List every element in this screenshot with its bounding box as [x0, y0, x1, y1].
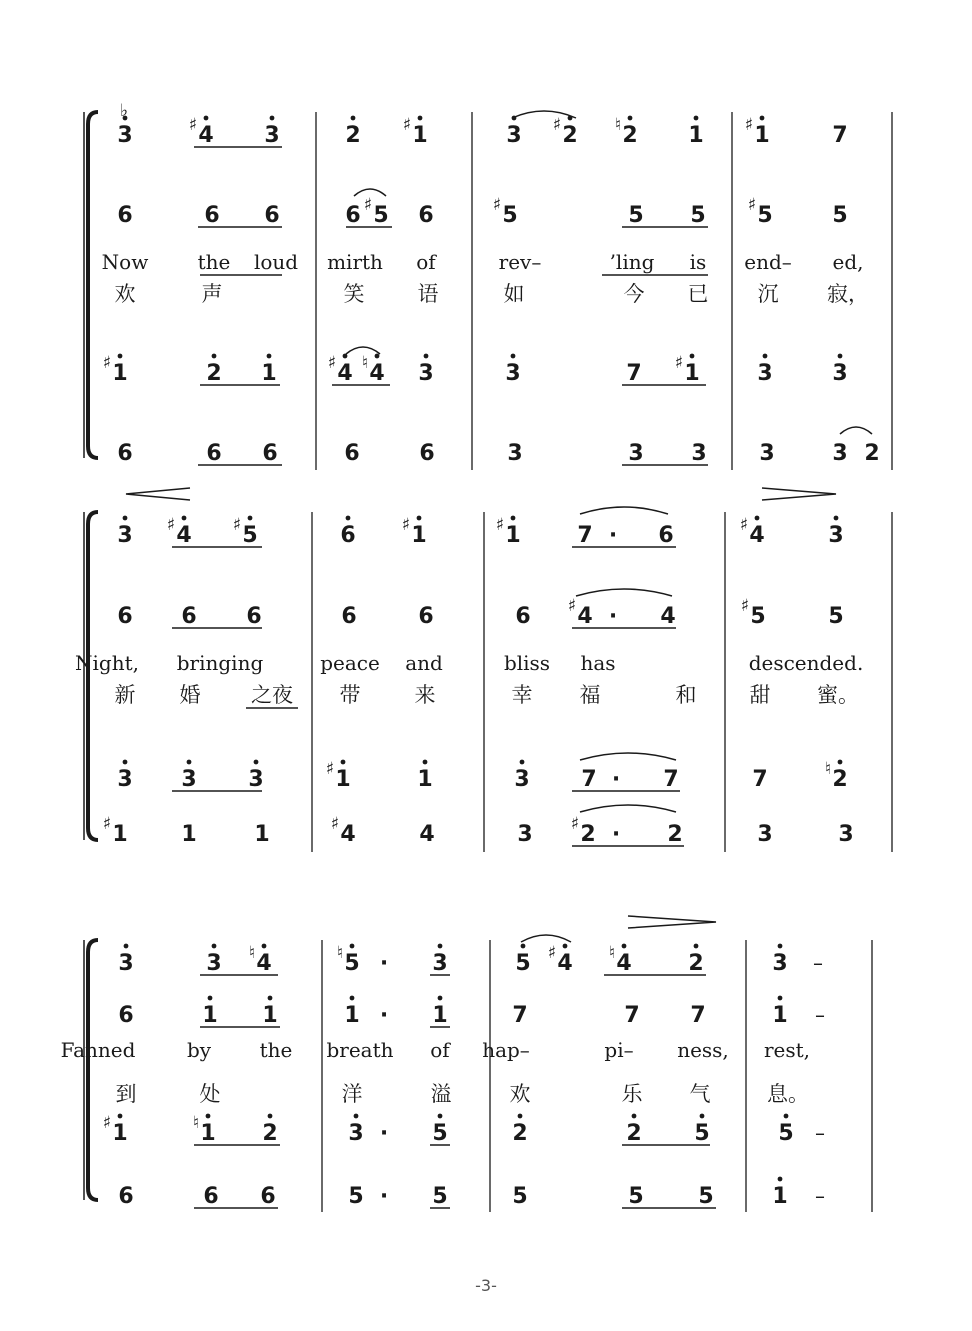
sys3-part5-note3-octave-dot: [268, 1114, 273, 1119]
sys3-part6-note5: ·: [379, 1184, 389, 1209]
sys2-part2-note2: 6: [181, 604, 197, 629]
sys3-part1-note6-octave-dot: [438, 944, 443, 949]
sys2-slur-2: [576, 589, 672, 596]
sys2-part1-note3-accidental: ♯: [232, 515, 241, 535]
sys2-slur-1: [580, 507, 668, 514]
sys1-part1-note2-accidental: ♯: [188, 115, 197, 135]
sys2-part5-note7: 7: [581, 767, 597, 792]
sys2-lyric-en-1: Night,: [75, 651, 139, 675]
sys2-part2-note7-accidental: ♯: [567, 596, 576, 616]
sys3-part5-note2: 1: [200, 1121, 216, 1146]
sys3-part5-note9-octave-dot: [700, 1114, 705, 1119]
sys2-part1-note6-accidental: ♯: [495, 515, 504, 535]
sys2-part2-note6: 6: [515, 604, 531, 629]
sys2-part1-note4-octave-dot: [346, 516, 351, 521]
sys3-part1-note8: 4: [557, 951, 573, 976]
sys1-lyric-en-9: end–: [744, 250, 792, 274]
sys2-part6-note4: 4: [340, 822, 356, 847]
sys2-part5-note5: 1: [417, 767, 433, 792]
sys3-part2-note8: 7: [624, 1003, 640, 1028]
sys1-part1-note3-octave-dot: [270, 116, 275, 121]
sys2-lyric-en-3: peace: [320, 651, 380, 675]
sys2-part2-note9: 4: [660, 604, 676, 629]
sys3-part5-note5: ·: [379, 1121, 389, 1146]
sys2-lyric-zh-7: 福: [579, 683, 601, 707]
sys1-part5-note2-octave-dot: [212, 354, 217, 359]
sys3-part2-note9: 7: [690, 1003, 706, 1028]
sys3-part2-note10-octave-dot: [778, 996, 783, 1001]
sys1-part6-note9: 3: [759, 441, 775, 466]
sys2-part5-note11: 2: [832, 767, 848, 792]
sys1-lyric-en-4: mirth: [327, 250, 383, 274]
sys2-part1-note6-octave-dot: [511, 516, 516, 521]
sys3-part6-note1: 6: [118, 1184, 134, 1209]
sys3-part2-note6-octave-dot: [438, 996, 443, 1001]
sys2-part2-note3: 6: [246, 604, 262, 629]
sys2-part6-note7: 2: [580, 822, 596, 847]
sys1-lyric-en-1: Now: [101, 250, 149, 274]
sys3-part2-note4: 1: [344, 1003, 360, 1028]
sys2-part2-note7: 4: [577, 604, 593, 629]
sys3-part1-note2-octave-dot: [212, 944, 217, 949]
sys3-lyric-zh-4: 溢: [430, 1082, 452, 1106]
sys2-part6-note5: 4: [419, 822, 435, 847]
sys2-part1-note5-accidental: ♯: [401, 515, 410, 535]
sys1-lyric-en-7: ’ling: [609, 250, 655, 274]
sys2-part1-note10-octave-dot: [755, 516, 760, 521]
sys1-part2-note1: 6: [117, 203, 133, 228]
key-signature-flat: ♭: [119, 101, 129, 121]
sys3-part5-note3: 2: [262, 1121, 278, 1146]
sys3-diminuendo-hairpin-1: [628, 916, 716, 928]
sys1-part2-note5: 5: [373, 203, 389, 228]
sys3-lyric-en-8: ness,: [677, 1038, 729, 1062]
sys3-slur-1: [521, 935, 571, 942]
sys2-brace: [88, 512, 98, 840]
sys3-part1-note1-octave-dot: [124, 944, 129, 949]
sys2-part6-note4-accidental: ♯: [330, 814, 339, 834]
sys3-part1-note3: 4: [256, 951, 272, 976]
sys1-part1-note3: 3: [264, 123, 280, 148]
sys1-part5-note1-octave-dot: [118, 354, 123, 359]
sys1-part6-note10: 3: [832, 441, 848, 466]
sys3-part2-note5: ·: [379, 1003, 389, 1028]
sys1-part1-note2-octave-dot: [204, 116, 209, 121]
sys3-part5-note8: 2: [626, 1121, 642, 1146]
sys2-part1-note7: 7: [577, 523, 593, 548]
sys2-slur-4: [580, 805, 676, 812]
sys1-part5-note9: 1: [684, 361, 700, 386]
sys2-part6-note2: 1: [181, 822, 197, 847]
sys2-part2-note10: 5: [750, 604, 766, 629]
sys2-part1-note9: 6: [658, 523, 674, 548]
sys2-lyric-zh-9: 甜: [749, 683, 771, 707]
sys3-lyric-zh-5: 欢: [509, 1082, 531, 1106]
sys1-part1-note1: 3: [117, 123, 133, 148]
sys3-part1-note9-octave-dot: [622, 944, 627, 949]
sys3-lyric-en-3: the: [259, 1038, 293, 1062]
sys3-part2-note4-octave-dot: [350, 996, 355, 1001]
sys2-part1-note1: 3: [117, 523, 133, 548]
sys3-part6-note2: 6: [203, 1184, 219, 1209]
sys1-part2-note6: 6: [418, 203, 434, 228]
sys3-part6-note8: 5: [628, 1184, 644, 1209]
sys3-lyric-zh-8: 息。: [767, 1082, 809, 1106]
sys1-lyric-en-10: ed,: [832, 250, 864, 274]
sys1-part2-note9: 5: [690, 203, 706, 228]
sys2-part2-note8: ·: [608, 604, 618, 629]
sys1-part1-note10: 1: [754, 123, 770, 148]
sys1-part6-note11: 2: [864, 441, 880, 466]
sys3-part5-note7-octave-dot: [518, 1114, 523, 1119]
sys3-part6-note11: –: [815, 1184, 825, 1208]
sys1-part1-note5: 1: [412, 123, 428, 148]
sys1-part5-note1-accidental: ♯: [102, 353, 111, 373]
sys1-part5-note8: 7: [626, 361, 642, 386]
sys1-lyric-zh-6: 今: [623, 282, 645, 306]
sys3-lyric-en-5: of: [430, 1038, 450, 1062]
sys1-part2-note3: 6: [264, 203, 280, 228]
sys3-part1-note6: 3: [432, 951, 448, 976]
sys2-part2-note11: 5: [828, 604, 844, 629]
sys3-lyric-zh-2: 处: [199, 1082, 221, 1106]
sys1-part5-note4: 4: [337, 361, 353, 386]
sys1-lyric-zh-5: 如: [503, 282, 525, 306]
sys3-part2-note6: 1: [432, 1003, 448, 1028]
sys3-lyric-zh-3: 洋: [341, 1082, 363, 1106]
sys3-part2-note2: 1: [202, 1003, 218, 1028]
sys1-part2-note5-accidental: ♯: [363, 195, 372, 215]
sys2-part5-note3-octave-dot: [254, 760, 259, 765]
sys3-part1-note11-octave-dot: [778, 944, 783, 949]
sys1-brace: [88, 112, 98, 458]
sys1-lyric-zh-9: 寂，: [827, 282, 869, 306]
sys1-lyric-en-5: of: [416, 250, 436, 274]
sys3-part5-note10: 5: [778, 1121, 794, 1146]
sys2-lyric-zh-4: 带: [339, 683, 361, 707]
sys2-part5-note4-accidental: ♯: [325, 759, 334, 779]
sys1-part6-note4: 6: [344, 441, 360, 466]
sys2-part2-note5: 6: [418, 604, 434, 629]
sys2-lyric-zh-8: 和: [675, 683, 697, 707]
sys1-slur-4: [840, 427, 872, 434]
sys3-part1-note4-octave-dot: [350, 944, 355, 949]
sys1-part5-note9-accidental: ♯: [674, 353, 683, 373]
sys1-part2-note2: 6: [204, 203, 220, 228]
sys2-part6-note1: 1: [112, 822, 128, 847]
sys2-part5-note11-accidental: ♮: [824, 759, 831, 779]
sys2-part5-note1-octave-dot: [123, 760, 128, 765]
sys3-part1-note3-octave-dot: [262, 944, 267, 949]
sys2-part1-note2-accidental: ♯: [166, 515, 175, 535]
sys1-part6-note6: 3: [507, 441, 523, 466]
sys2-part5-note3: 3: [248, 767, 264, 792]
sys2-part6-note7-accidental: ♯: [570, 814, 579, 834]
sys1-part1-note10-octave-dot: [760, 116, 765, 121]
sys2-part1-note3: 5: [242, 523, 258, 548]
sys3-part1-note12: –: [813, 951, 823, 975]
sys2-part1-note11-octave-dot: [834, 516, 839, 521]
sys2-crescendo-hairpin: [126, 488, 190, 500]
sys2-part6-note11: 3: [838, 822, 854, 847]
sys2-part1-note3-octave-dot: [248, 516, 253, 521]
sys3-part1-note3-accidental: ♮: [248, 943, 255, 963]
sys2-lyric-zh-3: 之夜: [251, 683, 293, 707]
sys1-part5-note2: 2: [206, 361, 222, 386]
sys3-part1-note7-octave-dot: [521, 944, 526, 949]
sys1-part5-note3: 1: [261, 361, 277, 386]
sys1-part6-note1: 6: [117, 441, 133, 466]
sys3-part6-note10: 1: [772, 1184, 788, 1209]
sys3-part1-note7: 5: [515, 951, 531, 976]
sys2-part2-note4: 6: [341, 604, 357, 629]
sys2-part1-note8: ·: [608, 523, 618, 548]
sys1-part1-note7-accidental: ♯: [552, 115, 561, 135]
sys2-part5-note4-octave-dot: [341, 760, 346, 765]
sys3-part1-note10-octave-dot: [694, 944, 699, 949]
sys2-lyric-en-6: has: [580, 651, 616, 675]
sys1-part2-note8: 5: [628, 203, 644, 228]
sys1-part2-note10: 5: [757, 203, 773, 228]
sys2-part1-note2-octave-dot: [182, 516, 187, 521]
sys2-part6-note1-accidental: ♯: [102, 814, 111, 834]
sys1-slur-1: [512, 111, 576, 118]
sys3-part1-note8-octave-dot: [563, 944, 568, 949]
sys3-lyric-en-7: pi–: [604, 1038, 634, 1062]
sys3-lyric-zh-1: 到: [115, 1082, 137, 1106]
sys3-part5-note2-accidental: ♮: [192, 1113, 199, 1133]
sys3-part5-note6: 5: [432, 1121, 448, 1146]
sys2-part5-note1: 3: [117, 767, 133, 792]
sys3-part5-note10-octave-dot: [784, 1114, 789, 1119]
sys3-lyric-en-1: Fanned: [60, 1038, 136, 1062]
sys2-part2-note10-accidental: ♯: [740, 596, 749, 616]
sys2-part1-note4: 6: [340, 523, 356, 548]
sys1-lyric-zh-4: 语: [417, 282, 439, 306]
sys3-part2-note1: 6: [118, 1003, 134, 1028]
sys2-part6-note9: 2: [667, 822, 683, 847]
sys2-part5-note5-octave-dot: [423, 760, 428, 765]
sys2-part5-note8: ·: [611, 767, 621, 792]
sys3-part1-note2: 3: [206, 951, 222, 976]
sys1-part2-note10-accidental: ♯: [747, 195, 756, 215]
sys1-lyric-en-3: loud: [253, 250, 299, 274]
sys1-part1-note4-octave-dot: [351, 116, 356, 121]
sys3-part1-note4-accidental: ♮: [336, 943, 343, 963]
sys2-part5-note6: 3: [514, 767, 530, 792]
sys1-part1-note2: 4: [198, 123, 214, 148]
sys3-part6-note4: 5: [348, 1184, 364, 1209]
sys2-part6-note6: 3: [517, 822, 533, 847]
sys3-part6-note7: 5: [512, 1184, 528, 1209]
sys1-part1-note6: 3: [506, 123, 522, 148]
sys2-lyric-zh-6: 幸: [511, 683, 533, 707]
sys1-part5-note6: 3: [418, 361, 434, 386]
sys3-part1-note1: 3: [118, 951, 134, 976]
sys3-brace: [88, 940, 98, 1200]
sys2-part1-note1-octave-dot: [123, 516, 128, 521]
sys2-part5-note2-octave-dot: [187, 760, 192, 765]
sys2-lyric-zh-2: 婚: [179, 683, 201, 707]
sys3-lyric-zh-6: 乐: [621, 1082, 643, 1106]
sys1-part1-note9-octave-dot: [694, 116, 699, 121]
sys2-diminuendo-hairpin-2: [762, 488, 836, 500]
sys2-lyric-en-4: and: [405, 651, 443, 675]
sys1-part6-note5: 6: [419, 441, 435, 466]
sys3-part2-note11: –: [815, 1003, 825, 1027]
sys2-part5-note4: 1: [335, 767, 351, 792]
sys1-part5-note3-octave-dot: [267, 354, 272, 359]
sys3-part2-note10: 1: [772, 1003, 788, 1028]
sys1-part1-note7: 2: [562, 123, 578, 148]
sys2-part1-note2: 4: [176, 523, 192, 548]
sys3-part2-note2-octave-dot: [208, 996, 213, 1001]
sys2-slur-3: [580, 753, 676, 760]
sys1-part5-note10: 3: [757, 361, 773, 386]
sys3-part1-note9: 4: [616, 951, 632, 976]
sys3-part5-note8-octave-dot: [632, 1114, 637, 1119]
sys1-part1-note9: 1: [688, 123, 704, 148]
sys1-part5-note5-accidental: ♮: [361, 353, 368, 373]
sys1-part5-note7: 3: [505, 361, 521, 386]
sys2-part5-note2: 3: [181, 767, 197, 792]
sys3-part1-note10: 2: [688, 951, 704, 976]
sys2-lyric-en-2: bringing: [176, 651, 264, 675]
sys3-part1-note4: 5: [344, 951, 360, 976]
sys3-part5-note4-octave-dot: [354, 1114, 359, 1119]
sys1-part1-note5-octave-dot: [418, 116, 423, 121]
sys1-lyric-en-8: is: [689, 250, 707, 274]
sys3-part1-note9-accidental: ♮: [608, 943, 615, 963]
sys3-part1-note5: ·: [379, 951, 389, 976]
sys2-part6-note10: 3: [757, 822, 773, 847]
sys3-part6-note3: 6: [260, 1184, 276, 1209]
sys2-part1-note10-accidental: ♯: [739, 515, 748, 535]
sys1-part2-note7-accidental: ♯: [492, 195, 501, 215]
sys3-lyric-en-4: breath: [326, 1038, 394, 1062]
sys3-part5-note1-accidental: ♯: [102, 1113, 111, 1133]
sys2-lyric-zh-10: 蜜。: [817, 683, 859, 707]
sys2-part6-note8: ·: [611, 822, 621, 847]
sys1-part2-note11: 5: [832, 203, 848, 228]
sys1-part2-note4: 6: [345, 203, 361, 228]
sys1-part5-note1: 1: [112, 361, 128, 386]
sys1-part6-note7: 3: [628, 441, 644, 466]
sys1-lyric-en-2: the: [197, 250, 231, 274]
sys1-lyric-zh-7: 已: [687, 282, 709, 306]
sys1-part5-note4-accidental: ♯: [327, 353, 336, 373]
sys1-part5-note11: 3: [832, 361, 848, 386]
sys1-part5-note9-octave-dot: [690, 354, 695, 359]
sys2-part5-note9: 7: [663, 767, 679, 792]
sys2-part1-note5-octave-dot: [417, 516, 422, 521]
sys2-lyric-en-5: bliss: [503, 651, 551, 675]
sys1-part1-note8-octave-dot: [628, 116, 633, 121]
sys3-part5-note4: 3: [348, 1121, 364, 1146]
sys3-part5-note1-octave-dot: [118, 1114, 123, 1119]
sys3-part2-note3: 1: [262, 1003, 278, 1028]
sys1-part5-note6-octave-dot: [424, 354, 429, 359]
sys2-lyric-zh-5: 来: [414, 683, 436, 707]
sys1-lyric-en-6: rev–: [498, 250, 542, 274]
sys2-part6-note3: 1: [254, 822, 270, 847]
sys2-lyric-en-7: descended.: [748, 651, 864, 675]
sys3-part5-note6-octave-dot: [438, 1114, 443, 1119]
sys2-part5-note6-octave-dot: [520, 760, 525, 765]
sys2-part5-note11-octave-dot: [838, 760, 843, 765]
sys3-part5-note7: 2: [512, 1121, 528, 1146]
sys2-part2-note1: 6: [117, 604, 133, 629]
sys1-part1-note11: 7: [832, 123, 848, 148]
sys1-part2-note7: 5: [502, 203, 518, 228]
sys3-part6-note10-octave-dot: [778, 1177, 783, 1182]
page-number: -3-: [475, 1276, 497, 1295]
sys1-part6-note2: 6: [206, 441, 222, 466]
sys1-part1-note10-accidental: ♯: [744, 115, 753, 135]
sys2-part1-note5: 1: [411, 523, 427, 548]
sys3-part5-note9: 5: [694, 1121, 710, 1146]
sys1-part5-note7-octave-dot: [511, 354, 516, 359]
sys1-part5-note11-octave-dot: [838, 354, 843, 359]
sys3-part5-note2-octave-dot: [206, 1114, 211, 1119]
sys3-part6-note6: 5: [432, 1184, 448, 1209]
sys2-part1-note6: 1: [505, 523, 521, 548]
sys2-lyric-zh-1: 新: [114, 683, 136, 707]
sys1-part1-note8-accidental: ♮: [614, 115, 621, 135]
sys3-part1-note8-accidental: ♯: [547, 943, 556, 963]
sys3-lyric-en-2: by: [186, 1038, 212, 1062]
sys2-part5-note10: 7: [752, 767, 768, 792]
sys3-part1-note11: 3: [772, 951, 788, 976]
sys3-lyric-en-9: rest,: [763, 1038, 811, 1062]
sys1-lyric-zh-1: 欢: [114, 282, 136, 306]
sys1-lyric-zh-8: 沉: [757, 282, 779, 306]
sys1-part1-note8: 2: [622, 123, 638, 148]
sys1-lyric-zh-3: 笑: [343, 282, 365, 306]
sys3-part5-note11: –: [815, 1121, 825, 1145]
sys1-part5-note5-octave-dot: [375, 354, 380, 359]
sys3-part2-note3-octave-dot: [268, 996, 273, 1001]
sys1-part5-note10-octave-dot: [763, 354, 768, 359]
sys3-part6-note9: 5: [698, 1184, 714, 1209]
sys2-part1-note10: 4: [749, 523, 765, 548]
sys3-lyric-zh-7: 气: [689, 1082, 711, 1106]
sys1-part5-note5: 4: [369, 361, 385, 386]
sys3-part2-note7: 7: [512, 1003, 528, 1028]
sys3-lyric-en-6: hap–: [482, 1038, 530, 1062]
sys2-part1-note11: 3: [828, 523, 844, 548]
sys1-part1-note5-accidental: ♯: [402, 115, 411, 135]
sys3-part5-note1: 1: [112, 1121, 128, 1146]
sys1-part6-note3: 6: [262, 441, 278, 466]
sys1-part6-note8: 3: [691, 441, 707, 466]
sys1-lyric-zh-2: 声: [201, 282, 223, 306]
sys1-part1-note4: 2: [345, 123, 361, 148]
